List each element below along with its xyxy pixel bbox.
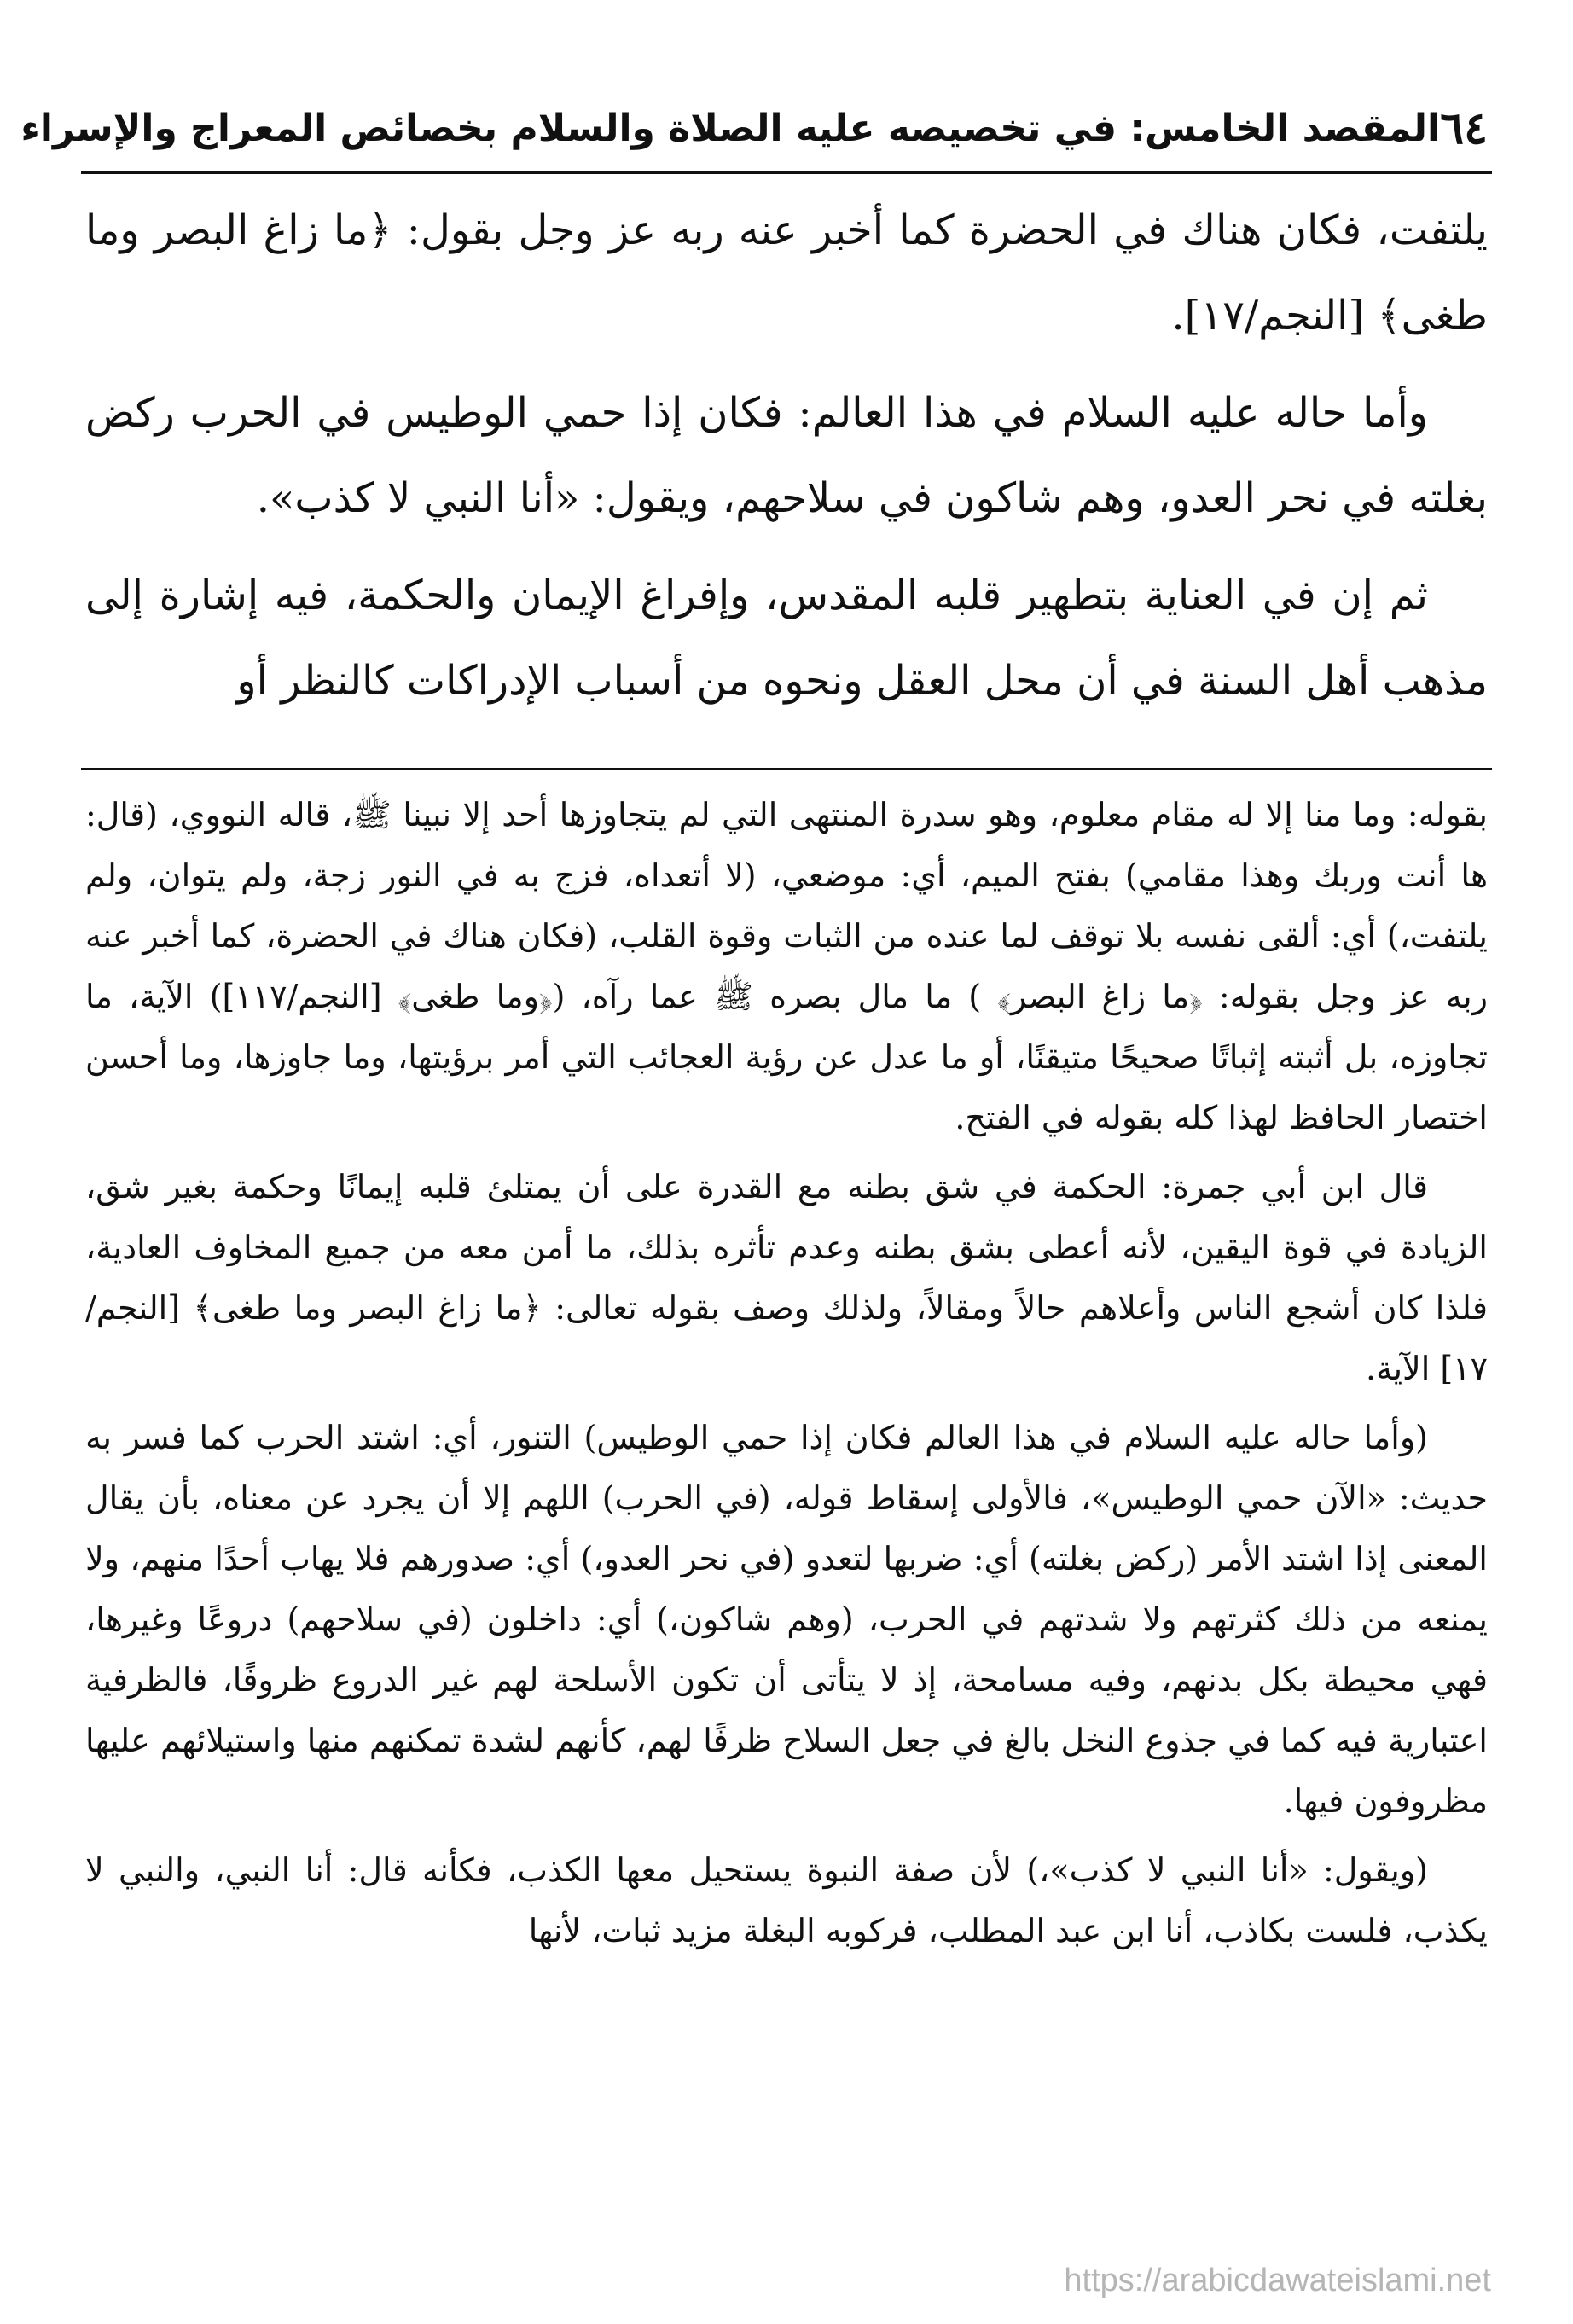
page-header: [20, 94, 1488, 162]
footnote-paragraph: (وأما حاله عليه السلام في هذا العالم فكان إذا حمي الوطيس) التنور، أي: اشتد الحرب كما فسر به حديث: «الآن حمي الوطيس»، فالأولى إسقاط قوله، (في الحرب) اللهم إلا أن يجرد عن معناه، بأن يقال المعنى إذا اشتد الأمر (ركض بغلته) أي: ضربها لتعدو (في نحر العدو،) أي: صدورهم فلا يهاب أحدًا منهم، ولا يمنعه من ذلك كثرتهم ولا شدتهم في الحرب، (وهم شاكون،) أي: داخلون (في سلاحهم) دروعًا وغيرها، فهي محيطة بكل بدنهم، وفيه مسامحة، إذ لا يتأتى أن تكون الأسلحة لهم غير الدروع ظروفًا، فالظرفية اعتبارية فيه كما في جذوع النخل بالغ في جعل السلاح ظرفًا لهم، كأنهم لشدة تمكنهم منها واستيلائهم عليها مظروفون فيها.: [85, 1419, 1488, 1820]
main-paragraph: ثم إن في العناية بتطهير قلبه المقدس، وإفراغ الإيمان والحكمة، فيه إشارة إلى مذهب أهل السنة في أن محل العقل ونحوه من أسباب الإدراكات كالنظر أو: [85, 572, 1488, 705]
footnote-paragraph: (ويقول: «أنا النبي لا كذب»،) لأن صفة النبوة يستحيل معها الكذب، فكأنه قال: أنا النبي، والنبي لا يكذب، فلست بكاذب، أنا ابن عبد المطلب، فركوبه البغلة مزيد ثبات، لأنها: [85, 1851, 1488, 1949]
footnote-paragraph: قال ابن أبي جمرة: الحكمة في شق بطنه مع القدرة على أن يمتلئ قلبه إيمانًا وحكمة بغير شق، الزيادة في قوة اليقين، لأنه أعطى بشق بطنه وعدم تأثره بذلك، ما أمن معه من جميع المخاوف العادية، فلذا كان أشجع الناس وأعلاهم حالاً ومقالاً، ولذلك وصف بقوله تعالى: ﴿ما زاغ البصر وما طغى﴾ [النجم/١٧] الآية.: [85, 1168, 1488, 1387]
main-text-block: [85, 188, 1488, 735]
footnotes-block: [85, 785, 1488, 1970]
footnote-divider: [81, 768, 1492, 770]
footnote-paragraph: بقوله: وما منا إلا له مقام معلوم، وهو سدرة المنتهى التي لم يتجاوزها أحد إلا نبينا ﷺ، قاله النووي، (قال: ها أنت وربك وهذا مقامي) بفتح الميم، أي: موضعي، (لا أتعداه، فزج به في النور زجة، ولم يتوان، ولم يلتفت،) أي: ألقى نفسه بلا توقف لما عنده من الثبات وقوة القلب، (فكان هناك في الحضرة، كما أخبر عنه ربه عز وجل بقوله: ﴿ما زاغ البصر﴾ ) ما مال بصره ﷺ عما رآه، (﴿وما طغى﴾ [النجم/١١٧]) الآية، ما تجاوزه، بل أثبته إثباتًا صحيحًا متيقنًا، أو ما عدل عن رؤية العجائب التي أمر برؤيتها، وما جاوزها، وما أحسن اختصار الحافظ لهذا كله بقوله في الفتح.: [85, 796, 1488, 1136]
main-paragraph: يلتفت، فكان هناك في الحضرة كما أخبر عنه ربه عز وجل بقول: ﴿ما زاغ البصر وما طغى﴾ [النجم/١٧].: [85, 206, 1488, 340]
header-divider: [81, 171, 1492, 174]
page-number: ٦٤: [1440, 102, 1488, 154]
running-title: المقصد الخامس: في تخصيصه عليه الصلاة والسلام بخصائص المعراج والإسراء: [20, 106, 1441, 150]
main-paragraph: وأما حاله عليه السلام في هذا العالم: فكان إذا حمي الوطيس في الحرب ركض بغلته في نحر العدو، وهم شاكون في سلاحهم، ويقول: «أنا النبي لا كذب».: [85, 389, 1488, 522]
watermark-url: https://arabicdawateislami.net: [1064, 2263, 1491, 2298]
